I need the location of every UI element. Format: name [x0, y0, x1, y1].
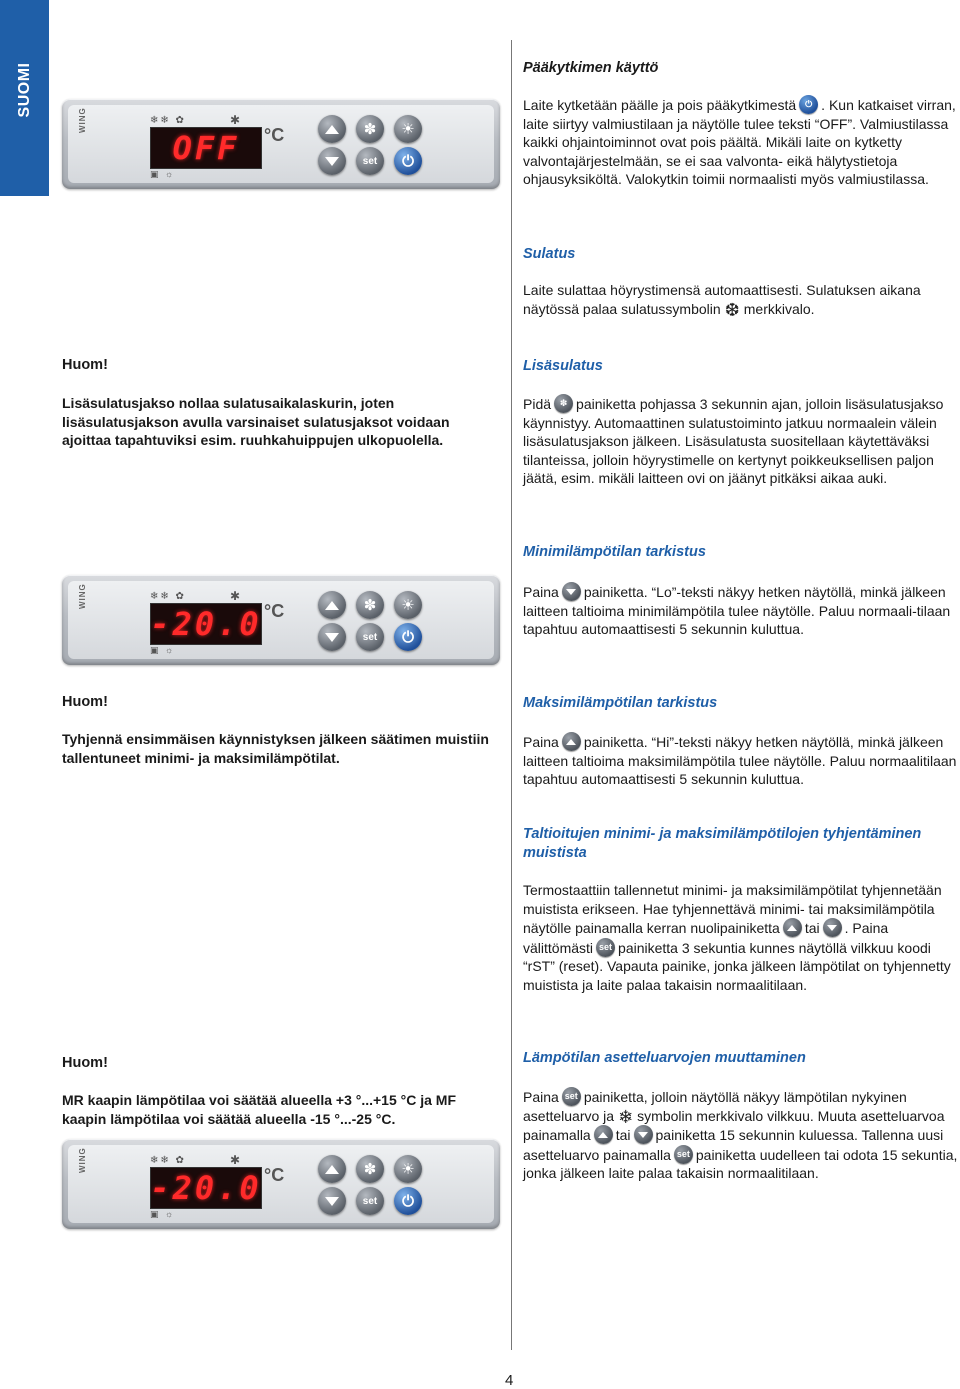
page-number: 4	[505, 1372, 514, 1389]
text: Pidä	[523, 396, 552, 412]
set-button-icon: set	[674, 1145, 693, 1164]
defrost-symbol-icon: ❆	[724, 299, 740, 320]
temperature-display	[150, 603, 262, 645]
text: Paina	[523, 1089, 559, 1105]
defrost-led-icon: ✱	[230, 1153, 241, 1167]
brand-label: WING	[78, 1147, 87, 1173]
unit-label: °C	[264, 601, 285, 621]
text: Termostaattiin tallennetut minimi- ja maksimilämpötilat tyhjennetään muistista erikseen. Hae tyhjennettävä minimi- tai maksimilämpötila näytölle painamalla kerran nuolipainiketta	[523, 882, 942, 936]
up-button[interactable]	[318, 1155, 346, 1183]
defrost-button-icon: ✽	[554, 394, 573, 413]
language-label: SUOMI	[15, 62, 33, 118]
unit-label: °C	[264, 125, 285, 145]
heading-main-switch: Pääkytkimen käyttö	[523, 60, 659, 76]
controller-panel-setpoint	[62, 1139, 500, 1229]
unit-label: °C	[264, 1165, 285, 1185]
up-button[interactable]	[318, 591, 346, 619]
controller-panel-off	[62, 99, 500, 189]
power-button[interactable]: ⏻	[394, 623, 422, 651]
text: painiketta 3 sekuntia kunnes näytöllä vilkkuu koodi “rST” (reset). Vapauta painike, jonka jälkeen lämpötilat on tyhjennetty muistista ja laite palaa takaisin normaalitilaan.	[523, 939, 951, 993]
status-leds-bottom: ▣ ☼	[150, 1209, 176, 1219]
down-button[interactable]	[318, 147, 346, 175]
set-label: set	[362, 155, 378, 167]
set-label: set	[362, 1195, 378, 1207]
up-arrow-icon	[562, 732, 581, 751]
status-leds-top: ❄❄ ✿	[150, 1155, 186, 1166]
down-arrow-icon	[823, 918, 842, 937]
display-value: OFF	[172, 129, 240, 167]
defrost-button[interactable]: ✽	[356, 1155, 384, 1183]
down-button[interactable]	[318, 623, 346, 651]
heading-defrost: Sulatus	[523, 246, 576, 262]
temperature-display	[150, 127, 262, 169]
status-leds-top: ❄❄ ✿	[150, 115, 186, 126]
temperature-display	[150, 1167, 262, 1209]
language-tab	[0, 0, 49, 196]
heading-extra-defrost: Lisäsulatus	[523, 358, 603, 374]
controller-panel-min	[62, 575, 500, 665]
down-button[interactable]	[318, 1187, 346, 1215]
text: . Paina välittömästi	[523, 920, 889, 956]
text: . Kun katkaiset virran, laite siirtyy valmiustilaan ja näytölle tulee teksti “OFF”. Valmiustilassa kaikki ohjaintoiminnot ovat pois päältä. Mikäli laite on kytketty valvontajärjestelmään, se ei saa valvonta- eikä hälytystietoja ohjausyksiköltä. Valokytkin toimii normaalisti myös valmiustilassa.	[523, 97, 956, 187]
text: painiketta. “Hi”-teksti näkyy hetken näytöllä, minkä jälkeen laitteen taltioima maksimilämpötila tulee näytölle. Paluu normaalitilaan tapahtuu automaattisesti 5 sekunnin kuluttua.	[523, 734, 957, 787]
defrost-button[interactable]: ✽	[356, 591, 384, 619]
paragraph-max-temp	[523, 732, 960, 789]
text: tai	[804, 920, 820, 936]
brand-label: WING	[78, 107, 87, 133]
light-button[interactable]: ☀	[394, 115, 422, 143]
power-button[interactable]: ⏻	[394, 147, 422, 175]
panel-face	[68, 1145, 494, 1223]
paragraph-clear-minmax	[523, 881, 960, 994]
paragraph-defrost	[523, 281, 960, 318]
up-arrow-icon	[594, 1125, 613, 1144]
text: Laite sulattaa höyrystimensä automaattisesti. Sulatuksen aikana näytössä palaa sulatussymbolin	[523, 282, 921, 317]
text: merkkivalo.	[743, 300, 815, 317]
power-button[interactable]: ⏻	[394, 1187, 422, 1215]
set-button[interactable]	[356, 1187, 384, 1215]
defrost-led-icon: ✱	[230, 589, 241, 603]
display-value: -20.0	[150, 1169, 262, 1207]
status-leds-top: ❄❄ ✿	[150, 591, 186, 602]
display-value: -20.0	[150, 605, 262, 643]
text: painiketta 15 sekunnin kuluessa. Tallenna uusi asetteluarvo painamalla	[523, 1127, 944, 1163]
panel-face	[68, 581, 494, 659]
paragraph-main-switch	[523, 95, 960, 189]
text: painiketta, jolloin näytöllä näkyy lämpötilan nykyinen asetteluarvo ja	[523, 1089, 907, 1124]
up-button[interactable]	[318, 115, 346, 143]
paragraph-extra-defrost	[523, 394, 960, 488]
down-arrow-icon	[562, 582, 581, 601]
setpoint-symbol-icon: ❄	[618, 1106, 634, 1127]
paragraph-min-temp	[523, 582, 960, 639]
up-arrow-icon	[783, 918, 802, 937]
note-text: Lisäsulatusjakso nollaa sulatusaikalaskurin, joten lisäsulatusjakson avulla varsinaiset sulatusjaksot voidaan ajoittaa tapahtuviksi esim. ruuhkahuippujen ulkopuolella.	[62, 395, 450, 448]
heading-min-temp: Minimilämpötilan tarkistus	[523, 544, 706, 560]
status-leds-bottom: ▣ ☼	[150, 169, 176, 179]
text: painiketta. “Lo”-teksti näkyy hetken näytöllä, minkä jälkeen laitteen taltioima minimilämpötila tulee näytölle. Paluu normaali-tilaan tapahtuu automaattisesti 5 sekunnin kuluttua.	[523, 584, 951, 637]
note-text: MR kaapin lämpötilaa voi säätää alueella +3 °...+15 °C ja MF kaapin lämpötilaa voi säätää alueella -15 °...-25 °C.	[62, 1092, 457, 1127]
light-button[interactable]: ☀	[394, 1155, 422, 1183]
heading-setpoint: Lämpötilan asetteluarvojen muuttaminen	[523, 1050, 806, 1066]
column-divider	[511, 40, 512, 1350]
light-button[interactable]: ☀	[394, 591, 422, 619]
text: Laite kytketään päälle ja pois pääkytkimestä	[523, 97, 797, 113]
heading-clear-minmax: Taltioitujen minimi- ja maksimilämpötilojen tyhjentäminen muistista	[523, 826, 922, 861]
panel-face	[68, 105, 494, 183]
set-button[interactable]	[356, 623, 384, 651]
paragraph-setpoint	[523, 1087, 960, 1183]
note-title: Huom!	[62, 357, 108, 373]
power-icon: ⏻	[799, 95, 818, 114]
set-button-icon: set	[596, 938, 615, 957]
note-title: Huom!	[62, 694, 108, 710]
heading-max-temp: Maksimilämpötilan tarkistus	[523, 695, 718, 711]
status-leds-bottom: ▣ ☼	[150, 645, 176, 655]
down-arrow-icon	[634, 1125, 653, 1144]
defrost-led-icon: ✱	[230, 113, 241, 127]
text: painiketta pohjassa 3 sekunnin ajan, jolloin lisäsulatusjakso käynnistyy. Automaattinen sulatustoiminto jatkuu normaalein välein lisäsulatusjakson jälkeen. Lisäsulatusta suositellaan käytettäväksi tilanteissa, jolloin höyrystimelle on kertynyt poikkeuksellisen paljon jäätä, esim. mikäli laitteen ovi on jäänyt pitkäksi aikaa auki.	[523, 396, 944, 486]
note-text: Tyhjennä ensimmäisen käynnistyksen jälkeen säätimen muistiin tallentuneet minimi- ja maksimilämpötilat.	[62, 731, 489, 766]
text: Paina	[523, 734, 559, 750]
set-label: set	[362, 631, 378, 643]
text: painiketta uudelleen tai odota 15 sekuntia, jonka jälkeen laite palaa takaisin normaalitilaan.	[523, 1146, 958, 1181]
text: symbolin merkkivalo vilkkuu. Muuta asetteluarvoa painamalla	[523, 1107, 945, 1143]
set-button[interactable]	[356, 147, 384, 175]
text: tai	[615, 1127, 631, 1143]
text: Paina	[523, 584, 559, 600]
brand-label: WING	[78, 583, 87, 609]
defrost-button[interactable]: ✽	[356, 115, 384, 143]
note-title: Huom!	[62, 1055, 108, 1071]
set-button-icon: set	[562, 1087, 581, 1106]
